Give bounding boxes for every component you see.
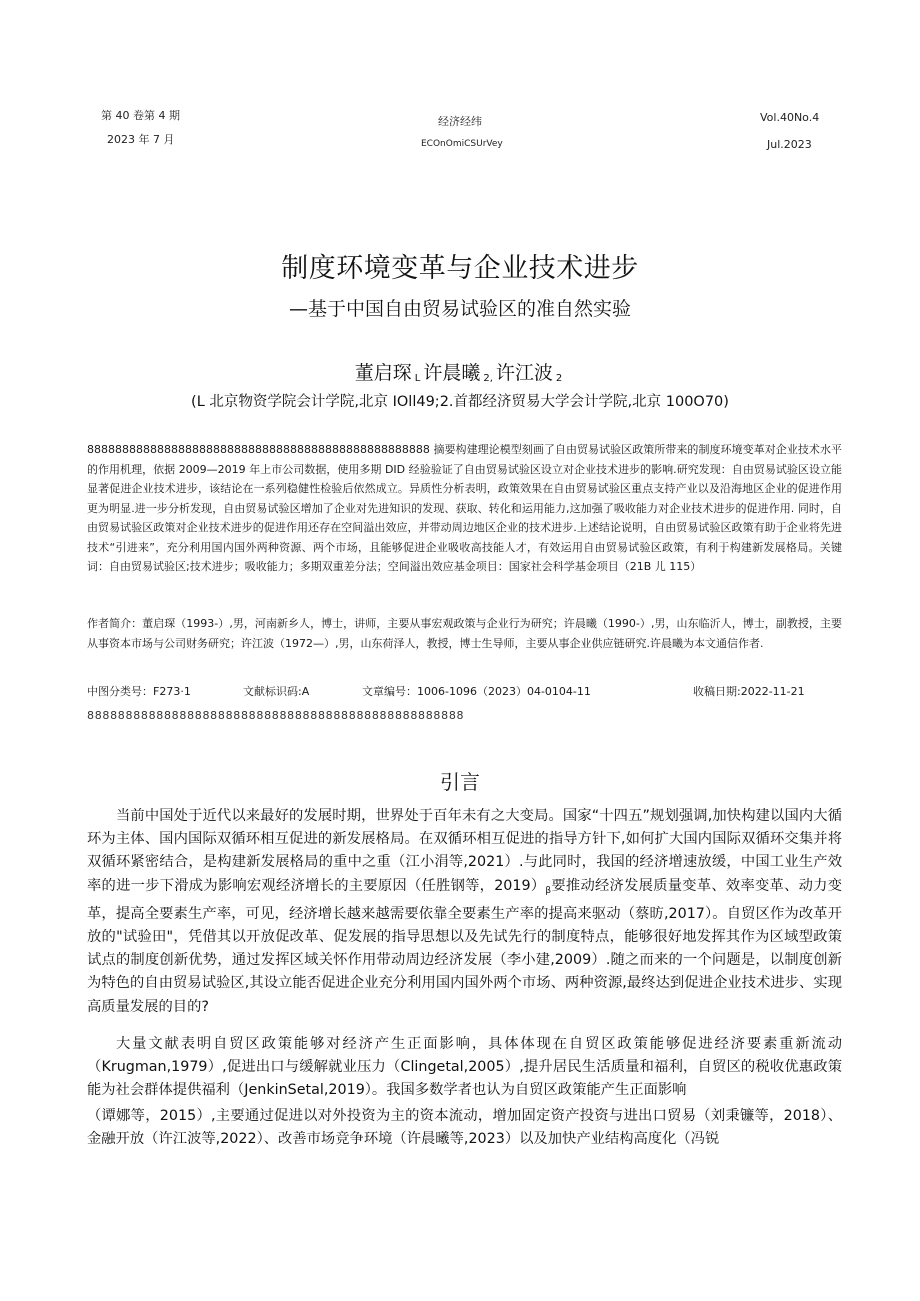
intro-paragraph-3: （谭娜等，2015）,主要通过促进以对外投资为主的资本流动，增加固定资产投资与进出口贸易（刘秉镰等，2018）、金融开放（许江波等,2022）、改善市场竞争环境（许晨曦等,2023）以及加快产业结构高度化（冯锐: [87, 1108, 842, 1148]
separator-line: 8888888888888888888888888888888888888888888888888: [87, 709, 465, 722]
publication-date-english: Jul.2023: [767, 138, 812, 151]
intro-paragraph-1: [87, 805, 842, 1019]
author-list: [0, 358, 920, 385]
author-2: 许晨曦: [423, 362, 481, 384]
paper-title: 制度环境变革与企业技术进步: [281, 253, 639, 284]
author-1: 董启琛: [354, 362, 412, 384]
intro-paragraph-2: 大量文献表明自贸区政策能够对经济产生正面影响，具体体现在自贸区政策能够促进经济要素重新流动（Krugman,1979）,促进出口与缓解就业压力（Clingetal,2005）,提升居民生活质量和福利，自贸区的税收优惠政策能为社会群体提供福利（JenkinSetal,2019）。我国多数学者也认为自贸区政策能产生正面影响: [87, 1036, 842, 1099]
document-code: 文献标识码:A: [243, 685, 310, 698]
author-2-affiliation-mark: 2,: [483, 373, 493, 384]
article-number: 文章编号：1006-1096（2023）04-0104-11: [362, 685, 591, 698]
author-3: 许江波: [495, 362, 553, 384]
author-3-affiliation-mark: 2: [555, 373, 563, 384]
author-affiliations: (L 北京物资学院会计学院,北京 IOll49;2.首都经济贸易大学会计学院,北京 100O70): [191, 394, 729, 410]
abstract-paragraph: 8888888888888888888888888888888888888888888888888 摘要构建理论模型刻画了自由贸易试验区政策所带来的制度环境变革对企业技术水平的作用机理，依据 2009—2019 年上市公司数据，使用多期 DID 经验验证了自由贸易试验区设立对企业技术进步的影响.研究发现：自由贸易试验区设立能显著促进企业技术进步，该结论在一系列稳健性检验后依然成立。异质性分析表明，政策效果在自由贸易试验区重点支持产业以及沿海地区企业的促进作用更为明显.进一步分析发现，自由贸易试验区增加了企业对先进知识的发现、获取、转化和运用能力,这加强了吸收能力对企业技术进步的促进作用. 同时，自由贸易试验区政策对企业技术进步的促进作用还存在空间溢出效应，并带动周边地区企业的技术进步.上述结论说明，自由贸易试验区政策有助于企业将先进技术“引进来”，充分利用国内国外两种资源、两个市场，且能够促进企业吸收高技能人才，有效运用自由贸易试验区政策，有利于构建新发展格局。关键词：自由贸易试验区;技术进步；吸收能力；多期双重差分法；空间溢出效应基金项目：国家社会科学基金项目（21B 儿 115）: [87, 443, 842, 573]
intro-paragraph-1-subscript: β: [545, 885, 552, 896]
intro-paragraph-1-part-a: 当前中国处于近代以来最好的发展时期，世界处于百年未有之大变局。国家“十四五”规划强调,加快构建以国内大循环为主体、国内国际双循环相互促进的新发展格局。在双循环相互促进的指导方针下,如何扩大国内国际双循环交集并将双循环紧密结合，是构建新发展格局的重中之重（江小涓等,2021）.与此同时，我国的经济增速放缓，中国工业生产效率的进一步下滑成为影响宏观经济增长的主要原因（任胜钢等，2019）: [87, 808, 842, 894]
intro-paragraph-1-part-b: 要推动经济发展质量变革、效率变革、动力变革，提高全要素生产率，可见，经济增长越来越需要依靠全要素生产率的提高来驱动（蔡昉,2017）。自贸区作为改革开放的"试验田"，凭借其以开放促改革、促发展的指导思想以及先试先行的制度特点，能够很好地发挥其作为区域型政策试点的制度创新优势，通过发挥区域关怀作用带动周边经济发展（李小建,2009）.随之而来的一个问题是，以制度创新为特色的自由贸易试验区,其设立能否促进企业充分利用国内国外两个市场、两种资源,最终达到促进企业技术进步、实现高质量发展的目的?: [87, 877, 843, 1015]
author-bio-paragraph: 作者简介：董启琛（1993-）,男，河南新乡人，博士，讲师，主要从事宏观政策与企业行为研究；许晨曦（1990-）,男，山东临沂人，博士，副教授，主要从事资本市场与公司财务研究；许江波（1972—）,男，山东荷泽人，教授，博士生导师，主要从事企业供应链研究.许晨曦为本文通信作者.: [87, 617, 842, 650]
volume-issue-english: Vol.40No.4: [760, 111, 820, 124]
clc-number: 中图分类号：F273·1: [87, 685, 191, 698]
journal-name-english: ECOnOmiCSUrVey: [421, 139, 503, 149]
author-1-affiliation-mark: L: [414, 373, 421, 384]
journal-name: 经济经纬: [438, 115, 482, 128]
volume-issue: 第 40 卷第 4 期: [101, 109, 180, 122]
section-heading-introduction: 引言: [440, 770, 480, 794]
received-date: 收稿日期:2022-11-21: [693, 685, 805, 698]
publication-date: 2023 年 7 月: [107, 133, 175, 146]
paper-subtitle: —基于中国自由贸易试验区的准自然实验: [288, 298, 631, 320]
